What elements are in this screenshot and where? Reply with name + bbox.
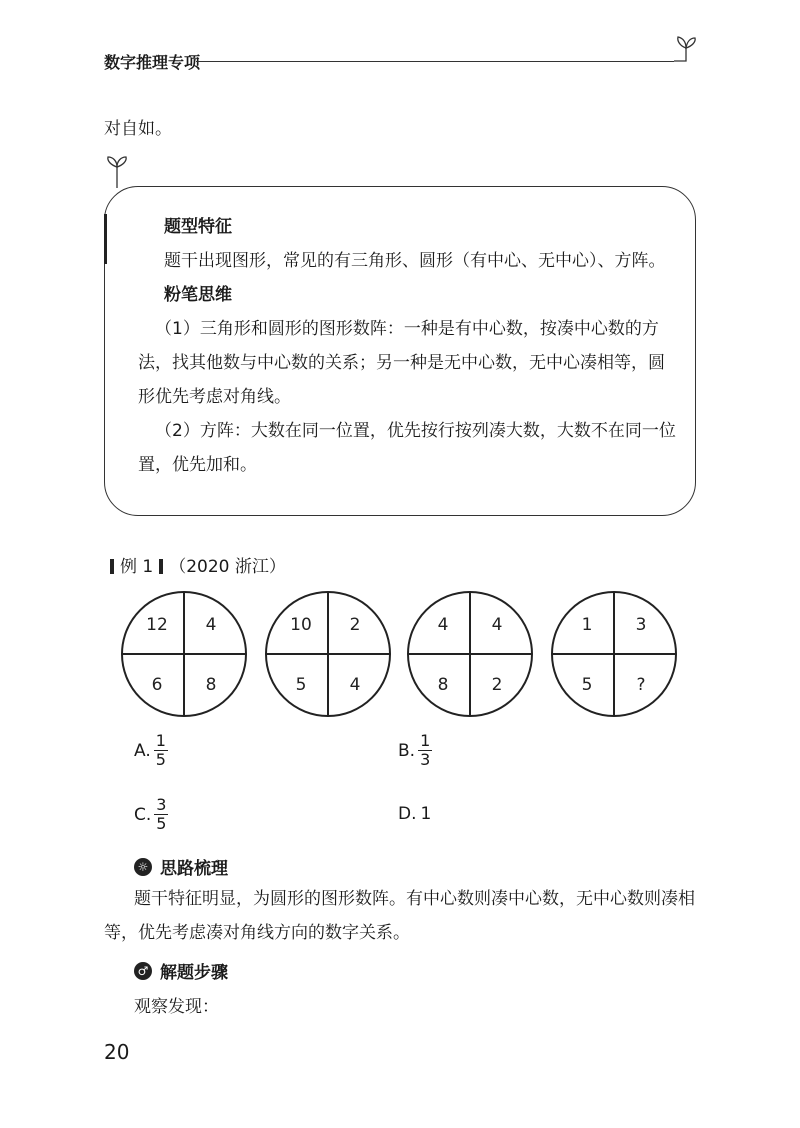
para-question-features: 题干出现图形，常见的有三角形、圆形（有中心、无中心）、方阵。 <box>164 251 666 271</box>
circle-number: ? <box>636 675 646 695</box>
circle-number: 8 <box>437 675 449 695</box>
option-a <box>134 732 168 769</box>
example-label <box>104 552 286 577</box>
option-c-denominator: 5 <box>156 814 167 833</box>
sprout-icon <box>100 154 134 190</box>
option-a-numerator: 1 <box>155 731 166 750</box>
sprout-icon <box>668 34 704 66</box>
circle-number: 2 <box>349 615 361 635</box>
circle-4 <box>552 592 676 716</box>
section-thinking-title: 思路梳理 <box>160 859 228 879</box>
option-c <box>134 796 168 833</box>
lightbulb-icon: ☼ <box>134 858 152 876</box>
para-triangle-circle: （1）三角形和圆形的图形数阵：一种是有中心数，按凑中心数的方法，找其他数与中心数的关系；另一种是无中心数，无中心凑相等，圆形优先考虑对角线。 <box>138 319 665 407</box>
lead-text: 对自如。 <box>104 119 172 139</box>
option-b <box>398 732 432 769</box>
section-steps-text: 观察发现： <box>134 997 219 1017</box>
section-steps <box>134 958 228 983</box>
section-thinking <box>134 854 228 879</box>
circle-number: 2 <box>491 675 503 695</box>
option-b-denominator: 3 <box>420 750 431 769</box>
option-d <box>398 804 431 824</box>
circle-number: 6 <box>151 675 163 695</box>
circle-number: 5 <box>295 675 307 695</box>
circle-number: 4 <box>349 675 361 695</box>
option-b-letter: B. <box>398 740 416 761</box>
running-header: 数字推理专项 <box>104 53 201 72</box>
page-number: 20 <box>104 1040 130 1064</box>
option-d-letter: D. <box>398 804 417 824</box>
label-bar-left <box>110 559 114 574</box>
example-number: 例 1 <box>120 557 154 577</box>
heading-question-features: 题型特征 <box>164 217 232 237</box>
circle-2 <box>266 592 390 716</box>
option-c-numerator: 3 <box>156 795 167 814</box>
circle-number: 4 <box>437 615 449 635</box>
circle-1 <box>122 592 246 716</box>
option-c-letter: C. <box>134 804 152 825</box>
section-steps-title: 解题步骤 <box>160 963 228 983</box>
circle-number: 1 <box>581 615 593 635</box>
circle-3 <box>408 592 532 716</box>
circle-number: 12 <box>146 615 168 635</box>
option-a-letter: A. <box>134 740 151 761</box>
circle-number: 4 <box>205 615 217 635</box>
option-a-fraction <box>154 732 168 769</box>
info-box-content <box>138 210 678 482</box>
circle-number-figure <box>112 588 688 720</box>
option-a-denominator: 5 <box>155 750 166 769</box>
box-accent-bar <box>104 214 107 264</box>
section-thinking-text: 题干特征明显，为圆形的图形数阵。有中心数则凑中心数，无中心数则凑相等，优先考虑凑对角线方向的数字关系。 <box>104 889 695 943</box>
option-b-fraction <box>418 732 432 769</box>
option-b-numerator: 1 <box>420 731 431 750</box>
circle-number: 8 <box>205 675 217 695</box>
heading-fenbi-thinking: 粉笔思维 <box>164 285 232 305</box>
option-c-fraction <box>154 796 168 833</box>
para-square-matrix: （2）方阵：大数在同一位置，优先按行按列凑大数，大数不在同一位置，优先加和。 <box>138 421 676 475</box>
example-source: （2020 浙江） <box>169 557 286 577</box>
steps-icon: ♂ <box>134 962 152 980</box>
circle-number: 5 <box>581 675 593 695</box>
label-bar-right <box>159 559 163 574</box>
header-rule <box>196 61 674 62</box>
circle-number: 10 <box>290 615 312 635</box>
option-d-value: 1 <box>420 804 432 824</box>
circle-number: 4 <box>491 615 503 635</box>
circle-number: 3 <box>635 615 647 635</box>
